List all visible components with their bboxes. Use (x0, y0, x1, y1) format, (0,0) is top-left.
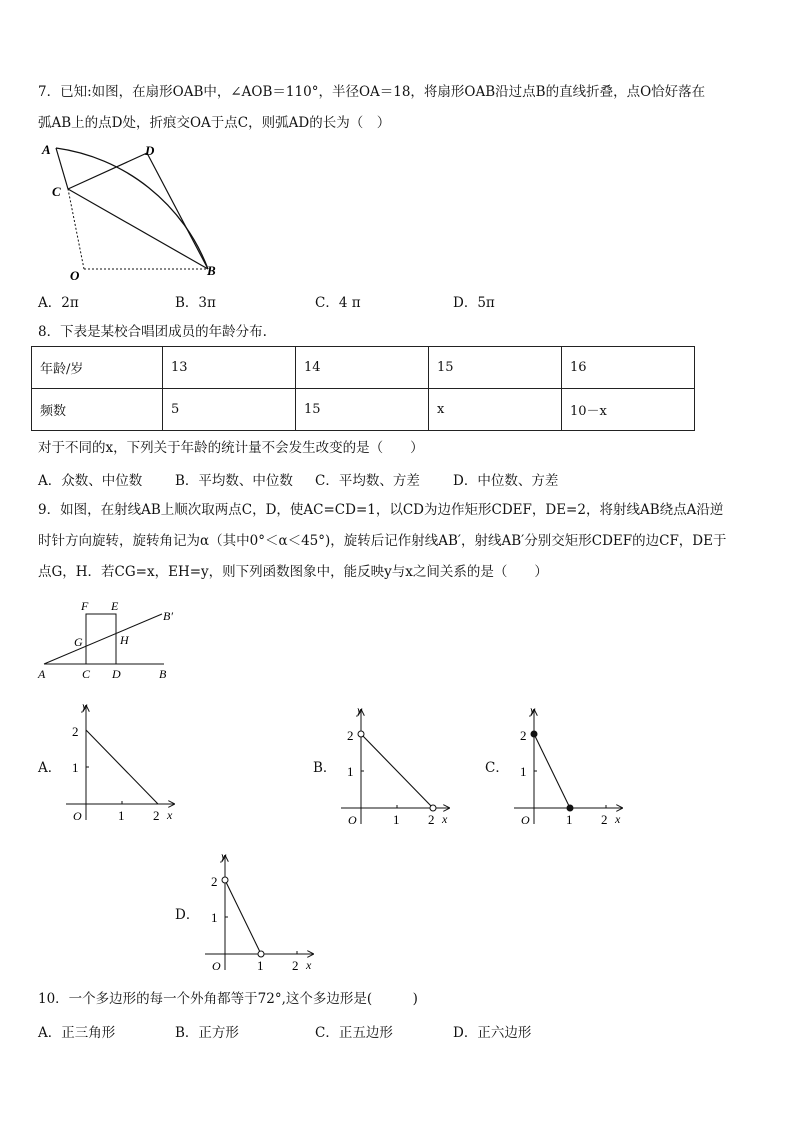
q7-segment-OC (68, 189, 84, 269)
axis-label-x: x (306, 958, 312, 972)
tick-label: 2 (72, 724, 79, 739)
axis-label-y: y (357, 703, 363, 717)
tick-label: 2 (292, 958, 299, 973)
q8-question: 对于不同的x，下列关于年龄的统计量不会发生改变的是（ ） (38, 440, 424, 456)
table-row (32, 389, 695, 431)
q9-graph-d (201, 846, 321, 978)
q9-rectangle-figure (34, 596, 184, 684)
tick-label: 2 (520, 728, 527, 743)
q9-graph-b (337, 700, 457, 832)
q8-option-d[interactable]: D．中位数、方差 (453, 473, 559, 489)
tick-label: 1 (257, 958, 264, 973)
q9-stem-line1: 9．如图，在射线AB上顺次取两点C，D，使AC=CD=1，以CD为边作矩形CDEF，DE=2，将射线AB绕点A沿逆 (38, 502, 724, 518)
q9-label-G: G (74, 635, 83, 649)
table-cell: 14 (296, 347, 429, 389)
q8-option-c[interactable]: C．平均数、方差 (315, 473, 420, 489)
tick-label: 2 (153, 808, 160, 823)
tick-label: 1 (118, 808, 125, 823)
table-cell: 15 (296, 389, 429, 431)
origin-label: O (348, 813, 357, 827)
q7-option-d[interactable]: D．5π (453, 295, 495, 311)
q8-option-a[interactable]: A．众数、中位数 (38, 473, 143, 489)
table-cell: 5 (163, 389, 296, 431)
q7-segment-AC (56, 148, 68, 189)
q7-option-b[interactable]: B．3π (175, 295, 216, 311)
tick-label: 2 (428, 812, 435, 827)
q9-label-F: F (81, 599, 89, 613)
q9-label-E: E (111, 599, 119, 613)
axis-label-y: y (82, 699, 88, 713)
table-cell: 15 (429, 347, 562, 389)
table-cell: 13 (163, 347, 296, 389)
q9-stem-line2: 时针方向旋转，旋转角记为α（其中0°＜α＜45°)，旋转后记作射线AB′，射线AB′分别交矩形CDEF的边CF，DE于 (38, 533, 727, 549)
q7-stem-line1: 7．已知:如图，在扇形OAB中，∠AOB＝110°，半径OA＝18，将扇形OAB沿过点B的直线折叠，点O恰好落在 (38, 84, 706, 100)
table-cell: 16 (562, 347, 695, 389)
q10-option-d[interactable]: D．正六边形 (453, 1025, 532, 1041)
q9-label-B-prime: B′ (163, 609, 173, 623)
axis-label-x: x (615, 812, 621, 826)
tick-label: 2 (347, 728, 354, 743)
axis-label-x: x (167, 808, 173, 822)
axis-label-y: y (221, 849, 227, 863)
q8-age-frequency-table (31, 346, 695, 431)
q7-stem-line2: 弧AB上的点D处，折痕交OA于点C，则弧AD的长为（ ） (38, 115, 391, 131)
origin-label: O (521, 813, 530, 827)
q10-stem: 10．一个多边形的每一个外角都等于72°,这个多边形是( ) (38, 991, 418, 1007)
q7-label-B: B (207, 263, 216, 278)
origin-label: O (73, 809, 82, 823)
q9-option-b[interactable]: B． (313, 760, 337, 776)
axis-label-x: x (442, 812, 448, 826)
q9-ray-AB-prime (44, 614, 162, 664)
tick-label: 1 (347, 764, 354, 779)
q9-label-H: H (120, 633, 129, 647)
tick-label: 1 (520, 764, 527, 779)
table-cell: x (429, 389, 562, 431)
tick-label: 1 (393, 812, 400, 827)
q7-label-A: A (42, 142, 51, 157)
q9-graph-a (62, 696, 182, 828)
q10-option-c[interactable]: C．正五边形 (315, 1025, 393, 1041)
q9-graph-c (510, 700, 630, 832)
q9-option-c[interactable]: C． (485, 760, 509, 776)
q8-option-b[interactable]: B．平均数、中位数 (175, 473, 293, 489)
q9-rectangle-CDEF (86, 614, 116, 664)
q9-label-C: C (82, 667, 91, 681)
q9-option-d[interactable]: D． (175, 907, 200, 923)
q7-label-C: C (52, 184, 61, 199)
q9-label-D: D (112, 667, 121, 681)
axis-label-y: y (530, 703, 536, 717)
q7-label-D: D (145, 143, 155, 158)
table-cell: 频数 (32, 389, 163, 431)
q7-segment-CD (68, 153, 147, 189)
q7-label-O: O (70, 268, 80, 280)
q8-stem: 8．下表是某校合唱团成员的年龄分布. (38, 324, 267, 340)
tick-label: 2 (601, 812, 608, 827)
table-cell: 年龄/岁 (32, 347, 163, 389)
q7-arc-AB (56, 148, 208, 269)
q10-option-a[interactable]: A．正三角形 (38, 1025, 116, 1041)
tick-label: 1 (566, 812, 573, 827)
table-row (32, 347, 695, 389)
q9-label-A: A (38, 667, 46, 681)
q9-label-B: B (159, 667, 167, 681)
q10-option-b[interactable]: B．正方形 (175, 1025, 239, 1041)
q7-option-c[interactable]: C．4 π (315, 295, 361, 311)
tick-label: 1 (211, 910, 218, 925)
tick-label: 1 (72, 760, 79, 775)
q9-stem-line3: 点G，H．若CG=x，EH=y，则下列函数图象中，能反映y与x之间关系的是（ ） (38, 564, 548, 580)
q7-option-a[interactable]: A．2π (38, 295, 79, 311)
origin-label: O (212, 959, 221, 973)
q9-option-a[interactable]: A． (38, 760, 62, 776)
q7-sector-figure (38, 138, 228, 280)
table-cell: 10－x (562, 389, 695, 431)
tick-label: 2 (211, 874, 218, 889)
